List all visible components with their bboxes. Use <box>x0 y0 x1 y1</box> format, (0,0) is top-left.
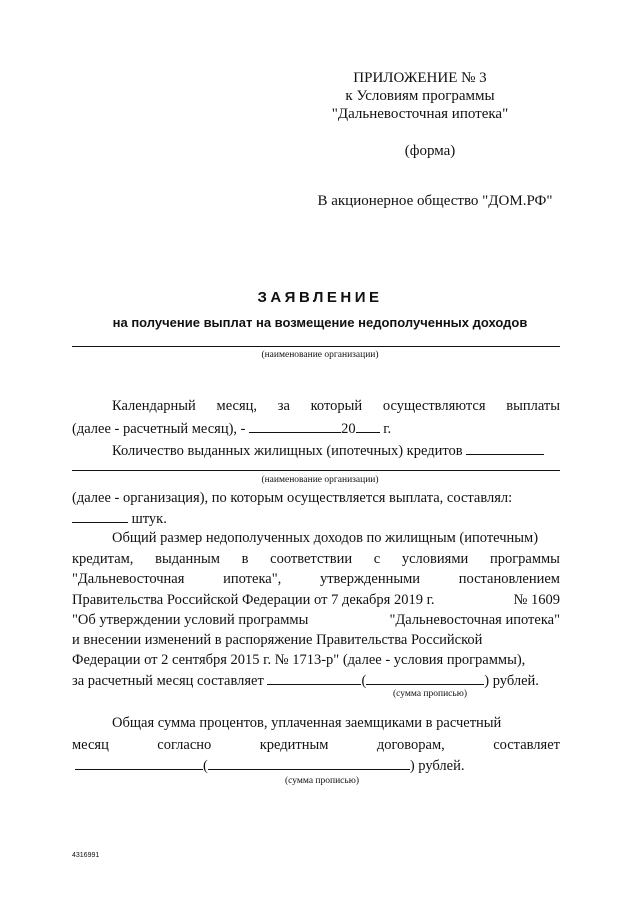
document-subtitle: на получение выплат на возмещение недополученных доходов <box>112 315 528 330</box>
para3-line3 <box>72 571 560 588</box>
settlement-month-label: (далее - расчетный месяц), - <box>72 421 246 437</box>
para4-word: кредитным <box>259 737 329 753</box>
recipient-line: В акционерное общество "ДОМ.РФ" <box>317 193 553 209</box>
decree-number: № 1609 <box>513 592 560 608</box>
para3-word: постановлением <box>458 571 560 587</box>
para3-word: с <box>373 551 381 567</box>
rubles-label: ) рублей. <box>409 758 465 774</box>
interest-sum-words-field[interactable] <box>208 757 410 770</box>
para3-line6: и внесении изменений в распоряжение Правительства Российской <box>72 632 483 648</box>
para3-word: программы <box>489 551 560 567</box>
para1-word: месяц, <box>216 398 257 414</box>
para2-line4 <box>72 510 167 528</box>
para1-word: выплаты <box>506 398 560 414</box>
para3-line2 <box>72 551 560 568</box>
settlement-month-field[interactable] <box>249 420 341 433</box>
pieces-field[interactable] <box>72 510 128 523</box>
org-name-caption: (наименование организации) <box>261 350 379 360</box>
para4-word: договорам, <box>376 737 445 753</box>
para3-line5 <box>72 612 560 629</box>
pieces-label: штук. <box>131 511 167 527</box>
income-total-label: за расчетный месяц составляет <box>72 673 264 689</box>
para3-line7: Федерации от 2 сентября 2015 г. № 1713-р" (далее - условия программы), <box>72 652 526 668</box>
para4-word: согласно <box>157 737 212 753</box>
sum-words-caption-1: (сумма прописью) <box>393 689 467 699</box>
interest-sum-digits-field[interactable] <box>75 757 203 770</box>
para1-line1 <box>112 398 560 415</box>
appendix-program-name: "Дальневосточная ипотека" <box>331 106 509 122</box>
para3-phrase: "Об утверждении условий программы <box>72 612 309 628</box>
year-suffix: г. <box>383 421 392 437</box>
para1-word: Календарный <box>112 398 196 414</box>
para4-line3 <box>75 757 465 775</box>
para3-line1: Общий размер недополученных доходов по жилищным (ипотечным) <box>112 530 539 546</box>
open-paren: ( <box>203 758 208 774</box>
para3-word: ипотека", <box>223 571 282 587</box>
para3-word: выданным <box>155 551 220 567</box>
para4-line2 <box>72 737 560 754</box>
para1-word: осуществляются <box>382 398 486 414</box>
income-sum-digits-field[interactable] <box>267 672 361 685</box>
para4-word: месяц <box>72 737 109 753</box>
para3-word: утвержденными <box>319 571 421 587</box>
loans-count-field[interactable] <box>466 442 544 455</box>
para2-line1 <box>112 442 544 460</box>
org-name-line[interactable] <box>72 346 560 347</box>
para1-line2 <box>72 420 391 438</box>
loans-count-label: Количество выданных жилищных (ипотечных) кредитов <box>112 443 463 459</box>
form-label: (форма) <box>404 143 456 159</box>
para2-line3: (далее - организация), по которым осуществляется выплата, составлял: <box>72 490 513 506</box>
para3-phrase: Правительства Российской Федерации от 7 декабря 2019 г. <box>72 592 435 608</box>
org-name-line-2[interactable] <box>72 470 560 471</box>
para3-word: в <box>241 551 249 567</box>
sum-words-caption-2: (сумма прописью) <box>285 776 359 786</box>
appendix-to-conditions: к Условиям программы <box>345 88 495 104</box>
year-field[interactable] <box>356 420 380 433</box>
para3-word: соответствии <box>270 551 353 567</box>
open-paren: ( <box>361 673 367 689</box>
income-sum-words-field[interactable] <box>366 672 484 685</box>
para3-line4 <box>72 592 560 609</box>
org-name-caption-2: (наименование организации) <box>261 475 379 485</box>
para3-word: "Дальневосточная <box>72 571 185 587</box>
para4-word: составляет <box>493 737 560 753</box>
para1-word: который <box>310 398 363 414</box>
year-prefix: 20 <box>341 421 356 437</box>
para3-phrase: "Дальневосточная ипотека" <box>389 612 560 628</box>
para3-word: кредитам, <box>72 551 134 567</box>
appendix-number: ПРИЛОЖЕНИЕ № 3 <box>353 70 487 86</box>
para3-line8 <box>72 672 539 690</box>
document-title: ЗАЯВЛЕНИЕ <box>257 289 383 306</box>
para4-line1: Общая сумма процентов, уплаченная заемщиками в расчетный <box>112 715 502 731</box>
para3-word: условиями <box>401 551 469 567</box>
document-number: 4316991 <box>72 852 100 859</box>
rubles-label: ) рублей. <box>484 673 539 689</box>
para1-word: за <box>277 398 290 414</box>
